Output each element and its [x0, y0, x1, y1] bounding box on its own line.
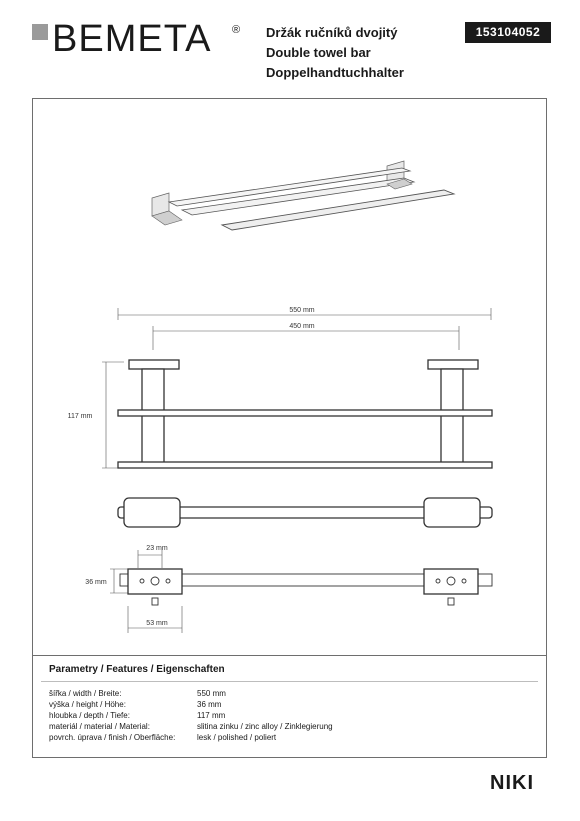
logo-wordmark: BEMETA [52, 18, 212, 60]
product-photo-illustration [152, 161, 454, 230]
param-row [49, 699, 333, 710]
param-row [49, 710, 333, 721]
right-set-screw [448, 598, 454, 605]
title-czech: Držák ručníků dvojitý [266, 25, 398, 40]
param-row [49, 732, 333, 743]
product-code-badge: 153104052 [465, 22, 551, 43]
param-row [49, 688, 333, 699]
mounting-view [120, 569, 492, 605]
left-wall-plate [129, 360, 179, 369]
width-dimension-550 [118, 307, 491, 320]
right-plate-center-hole [447, 577, 455, 585]
param-label: povrch. úprava / finish / Oberfläche: [49, 733, 176, 742]
right-wall-plate [428, 360, 478, 369]
plate-dimension-23 [138, 545, 168, 568]
left-plate-center-hole [151, 577, 159, 585]
right-plate-screw-hole-1 [436, 579, 440, 583]
parameters-table [49, 688, 333, 743]
dim-depth-label: 117 mm [67, 413, 93, 420]
top-view-left-plate [124, 498, 180, 527]
dim-plate-height-label: 36 mm [85, 579, 107, 586]
left-set-screw [152, 598, 158, 605]
top-view-right-plate [424, 498, 480, 527]
dim-hole-distance-label: 23 mm [146, 545, 168, 552]
param-value: 36 mm [197, 700, 222, 709]
logo-square-mark [32, 24, 48, 40]
left-plate-screw-hole-1 [140, 579, 144, 583]
technical-drawing [32, 98, 547, 656]
lower-bar [118, 462, 492, 468]
parameters-divider [41, 681, 538, 682]
dim-bar-span-label: 450 mm [289, 323, 315, 330]
param-row [49, 721, 333, 732]
upper-bar [118, 410, 492, 416]
registered-mark: ® [232, 24, 241, 36]
plate-dimension-53 [128, 606, 182, 633]
product-titles [266, 23, 404, 83]
param-label: hloubka / depth / Tiefe: [49, 711, 130, 720]
right-plate-screw-hole-2 [462, 579, 466, 583]
bemeta-logo [32, 20, 247, 60]
parameters-title: Parametry / Features / Eigenschaften [49, 664, 225, 675]
model-name: NIKI [490, 772, 534, 794]
parameters-panel [32, 656, 547, 758]
front-elevation-view [118, 360, 492, 468]
left-plate-screw-hole-2 [166, 579, 170, 583]
param-value: 117 mm [197, 711, 226, 720]
dim-plate-width-label: 53 mm [146, 620, 168, 627]
param-label: materiál / material / Material: [49, 722, 150, 731]
param-value: slitina zinku / zinc alloy / Zinklegierung [197, 722, 333, 731]
span-dimension-450 [153, 323, 459, 350]
title-german: Doppelhandtuchhalter [266, 65, 404, 80]
title-english: Double towel bar [266, 45, 371, 60]
depth-dimension-117 [68, 362, 124, 468]
top-view [118, 498, 492, 527]
left-post [142, 369, 164, 467]
param-value: 550 mm [197, 689, 226, 698]
right-post [441, 369, 463, 467]
param-label: výška / height / Höhe: [49, 700, 126, 709]
param-label: šířka / width / Breite: [49, 689, 122, 698]
dim-overall-width-label: 550 mm [289, 307, 315, 314]
param-value: lesk / polished / poliert [197, 733, 277, 742]
